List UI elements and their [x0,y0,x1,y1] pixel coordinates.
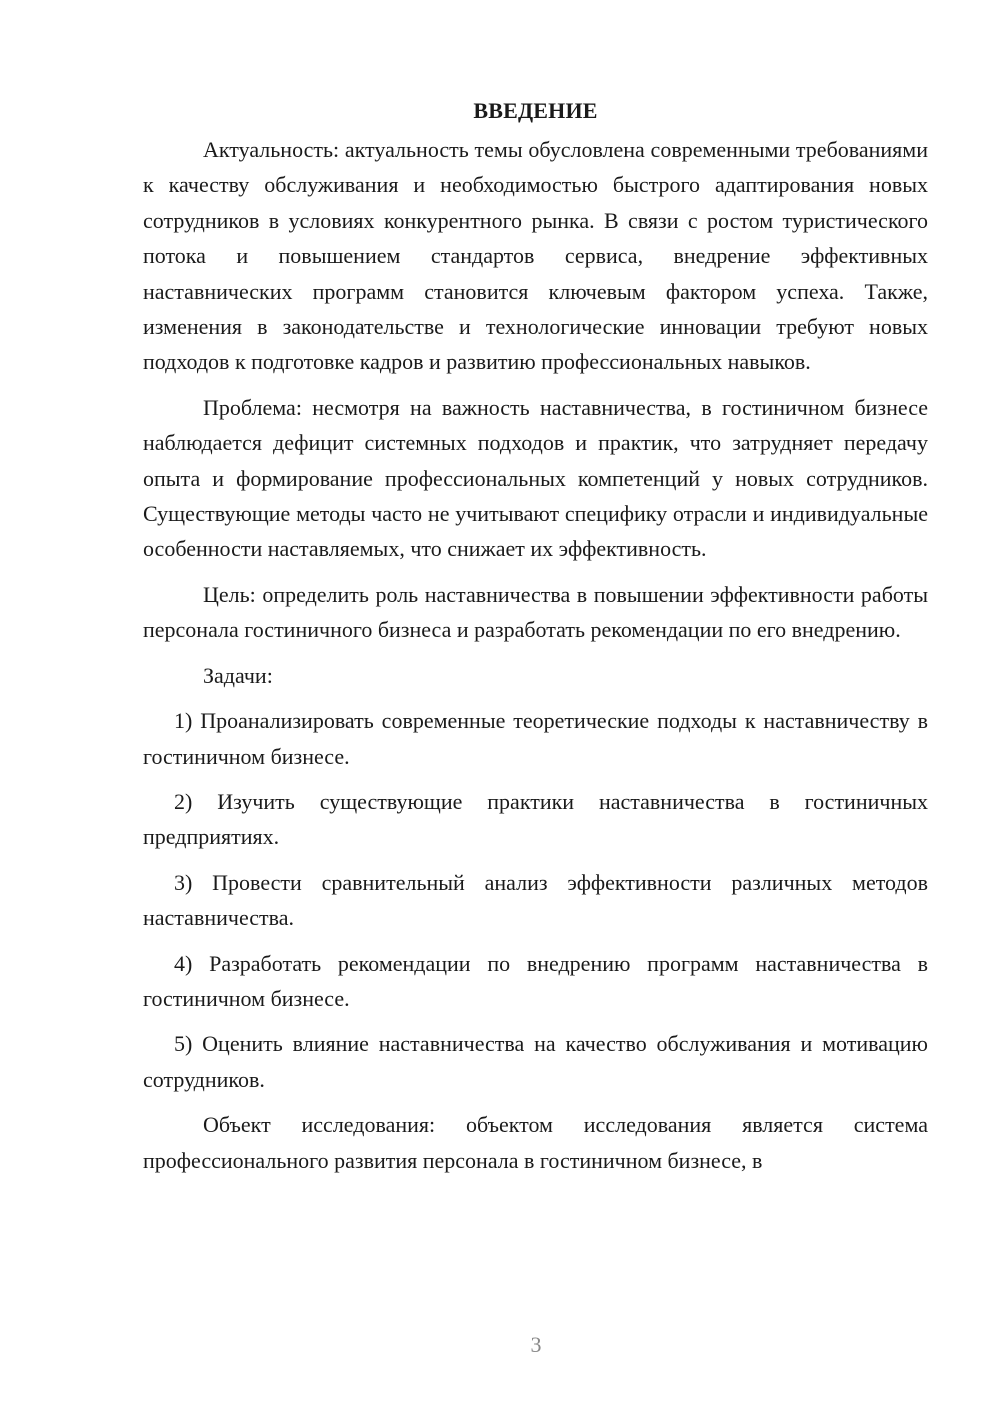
task-item-2: 2) Изучить существующие практики наставничества в гостиничных предприятиях. [143,788,928,850]
section-heading: ВВЕДЕНИЕ [473,98,598,123]
task-item-3: 3) Провести сравнительный анализ эффективности различных методов наставничества. [143,869,928,931]
document-page [143,96,928,1188]
paragraph-object: Объект исследования: объектом исследования является система профессионального развития персонала в гостиничном бизнесе, в [143,1112,928,1173]
task-item-1: 1) Проанализировать современные теоретические подходы к наставничеству в гостиничном бизнесе. [143,708,928,769]
page-number: 3 [530,1332,542,1357]
paragraph-goal: Цель: определить роль наставничества в повышении эффективности работы персонала гостиничного бизнеса и разработать рекомендации по его внедрению. [143,581,928,643]
paragraph-problem: Проблема: несмотря на важность наставничества, в гостиничном бизнесе наблюдается дефицит системных подходов и практик, что затрудняет передачу опыта и формирование профессиональных компетенций у новых сотрудников. Существующие методы часто не учитывают специфику отрасли и индивидуальные особенности наставляемых, что снижает их эффективность. [143,394,928,562]
task-item-4: 4) Разработать рекомендации по внедрению программ наставничества в гостиничном бизнесе. [143,950,928,1011]
task-item-5: 5) Оценить влияние наставничества на качество обслуживания и мотивацию сотрудников. [143,1031,928,1092]
paragraph-tasks-label: Задачи: [203,662,273,688]
paragraph-relevance: Актуальность: актуальность темы обусловлена современными требованиями к качеству обслуживания и необходимостью быстрого адаптирования новых сотрудников в условиях конкурентного рынка. В связи с ростом туристического потока и повышением стандартов сервиса, внедрение эффективных наставнических программ становится ключевым фактором успеха. Также, изменения в законодательстве и технологические инновации требуют новых подходов к подготовке кадров и развитию профессиональных навыков. [143,137,928,375]
